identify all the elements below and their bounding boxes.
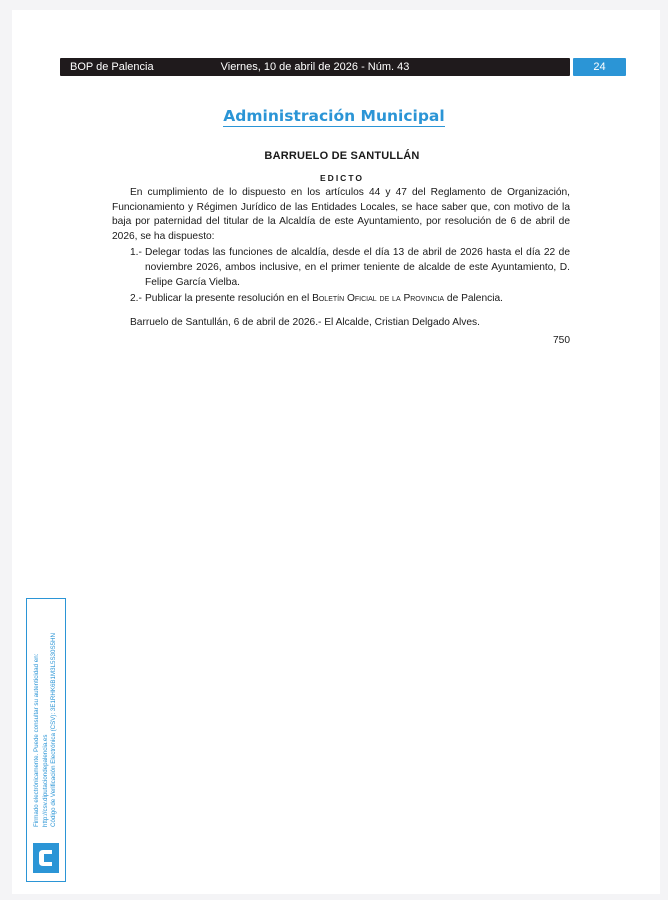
section-title: [0, 107, 668, 125]
page-number: 24: [573, 58, 626, 76]
signoff-line: Barruelo de Santullán, 6 de abril de 2026.- El Alcalde, Cristian Delgado Alves.: [130, 316, 480, 328]
header-bar: [60, 58, 570, 76]
resolution-item-2: [112, 292, 570, 307]
document-type: EDICTO: [320, 173, 364, 183]
item-number: 2.-: [130, 293, 142, 305]
item-text-pre: Publicar la presente resolución en el: [145, 293, 313, 305]
reference-number: 750: [553, 335, 570, 347]
intro-paragraph: En cumplimiento de lo dispuesto en los artículos 44 y 47 del Reglamento de Organización, Funcionamiento y Régimen Jurídico de las Entidades Locales, se hace saber que, con motivo de la baja por paternidad del titular de la Alcaldía de este Ayuntamiento, por resolución de 6 de abril de 2026, se ha dispuesto:: [112, 187, 570, 242]
bulletin-name: Boletín Oficial de la Provincia: [312, 293, 445, 305]
resolution-item-1: [112, 246, 570, 290]
stamp-line-1: Firmado electrónicamente. Puede consultar su autenticidad en:: [33, 653, 40, 827]
document-page: [12, 10, 660, 894]
item-text-post: de Palencia.: [444, 293, 503, 305]
issue-date: Viernes, 10 de abril de 2026 - Núm. 43: [220, 61, 410, 73]
publication-name: BOP de Palencia: [70, 61, 154, 73]
stamp-text-block: [27, 599, 65, 831]
diputacion-logo-icon: [33, 843, 59, 873]
municipality-heading: BARRUELO DE SANTULLÁN: [264, 150, 420, 162]
verification-stamp: [26, 598, 66, 882]
stamp-line-3: Código de Verificación Electrónica (CSV): 3E1RHK6B1M3L5S30S5HN: [50, 633, 58, 827]
edict-body: [112, 186, 570, 349]
item-text: Delegar todas las funciones de alcaldía, desde el día 13 de abril de 2026 hasta el día 22 de noviembre 2026, ambos inclusive, en el primer teniente de alcalde de este Ayuntamiento, D. Felipe García Vielba.: [145, 247, 570, 288]
section-title-text: Administración Municipal: [223, 107, 445, 125]
item-number: 1.-: [130, 247, 142, 259]
stamp-line-2[interactable]: http://csv.diputaciondepalencia.es: [41, 734, 49, 827]
